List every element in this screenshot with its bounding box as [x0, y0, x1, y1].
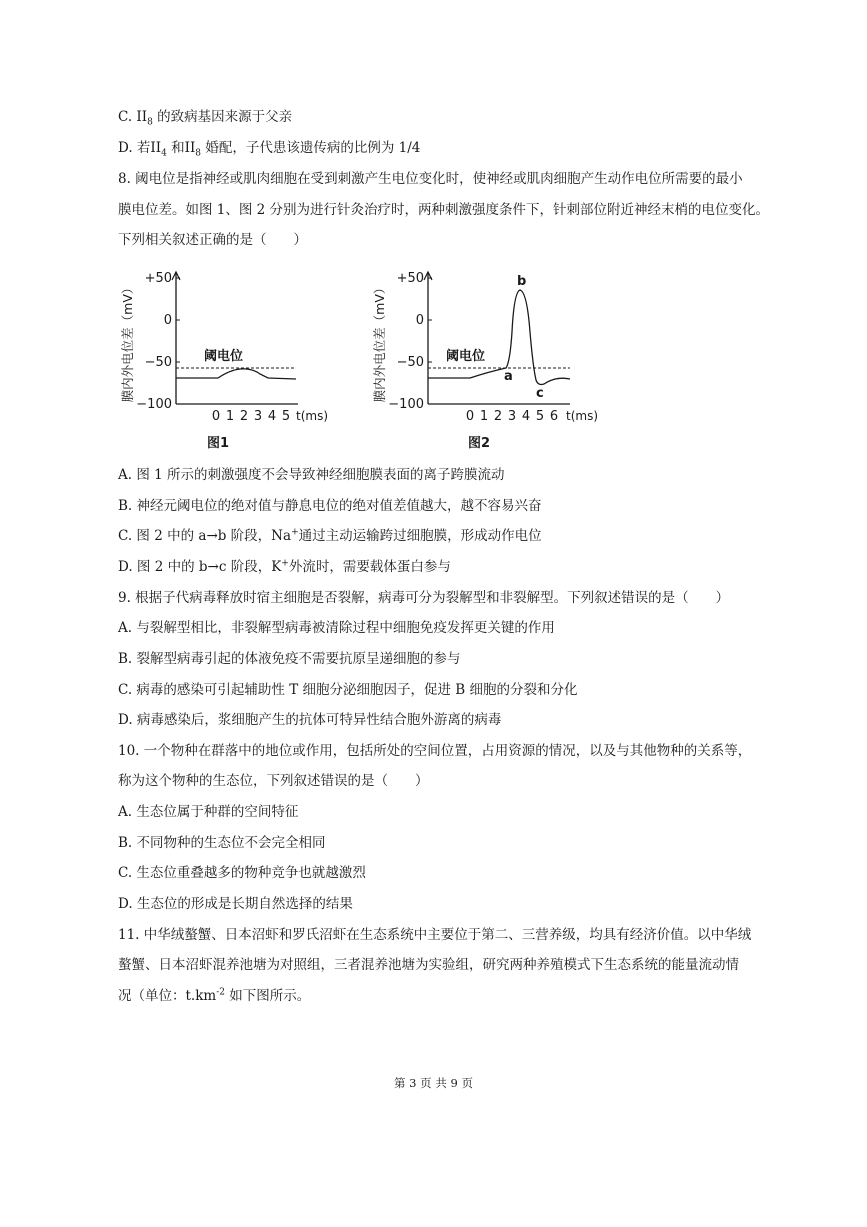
option-9c: C. 病毒的感染可引起辅助性 T 细胞分泌细胞因子，促进 B 细胞的分裂和分化 [118, 682, 578, 698]
question-8-line-1: 8. 阈电位是指神经或肌肉细胞在受到刺激产生电位变化时，使神经或肌肉细胞产生动作电位所需要的最小 [118, 171, 743, 187]
option-7d [118, 139, 420, 157]
figure-1 [118, 262, 348, 427]
figure-2-point-c: c [536, 386, 544, 401]
figure-1-curve [176, 369, 296, 379]
figure-2-caption: 图2 [468, 436, 491, 451]
subscript: 8 [195, 148, 202, 159]
superscript: -2 [216, 987, 225, 998]
figure-1-xtick-label: 0 [211, 409, 221, 424]
subscript: 8 [147, 117, 153, 128]
figure-2-threshold-label: 阈电位 [446, 349, 486, 364]
superscript: + [281, 558, 289, 569]
figure-2-ytick-label: 0 [415, 313, 424, 328]
figure-1-threshold-label: 阈电位 [204, 349, 244, 364]
figure-2-point-a: a [504, 369, 513, 384]
figure-2-xtick-label: 6 [549, 409, 559, 424]
page-footer: 第 3 页 共 9 页 [394, 1076, 473, 1090]
question-8-line-2: 膜电位差。如图 1、图 2 分别为进行针灸治疗时，两种刺激强度条件下，针刺部位附近神经末梢的电位变化。 [118, 202, 770, 218]
figure-2-ytick-label: −100 [388, 397, 424, 412]
option-text: 的致病基因来源于父亲 [152, 109, 293, 125]
figure-1-xunit: t(ms) [296, 409, 329, 423]
figure-1-chart [118, 262, 348, 427]
option-text: C. II [118, 109, 148, 125]
option-8c [118, 527, 542, 545]
question-10-line-2: 称为这个物种的生态位，下列叙述错误的是（ ） [118, 773, 429, 789]
question-8-line-3: 下列相关叙述正确的是（ ） [118, 232, 307, 248]
question-11-line-1: 11. 中华绒螯蟹、日本沼虾和罗氏沼虾在生态系统中主要位于第二、三营养级，均具有经济价值。以中华绒 [118, 927, 752, 943]
option-text: D. 图 2 中的 b→c 阶段，K [118, 559, 282, 575]
figure-2-curve [428, 290, 570, 385]
figure-2-chart [370, 262, 610, 427]
figure-2-xtick-label: 2 [493, 409, 503, 424]
option-text: D. 若II [118, 140, 162, 156]
figure-2-ytick-label: +50 [396, 271, 424, 286]
option-7c [118, 108, 292, 126]
subscript: 4 [161, 148, 167, 159]
figure-2-ytick-label: −50 [396, 355, 424, 370]
figure-2-xtick-label: 5 [535, 409, 545, 424]
figure-1-xtick-label: 4 [267, 409, 277, 424]
option-10a: A. 生态位属于种群的空间特征 [118, 804, 299, 820]
option-10b: B. 不同物种的生态位不会完全相同 [118, 835, 326, 851]
figure-2-ylabel: 膜内外电位差（mV） [372, 281, 387, 403]
figure-2 [370, 262, 610, 427]
option-text: 婚配，子代患该遗传病的比例为 1/4 [201, 140, 421, 156]
option-10d: D. 生态位的形成是长期自然选择的结果 [118, 896, 353, 912]
figure-2-xtick-label: 0 [465, 409, 475, 424]
question-text: 况（单位：t.km [118, 988, 217, 1004]
figure-1-ytick-label: −100 [136, 397, 172, 412]
question-9: 9. 根据子代病毒释放时宿主细胞是否裂解，病毒可分为裂解型和非裂解型。下列叙述错误的是（ ） [118, 590, 730, 606]
question-11-line-2: 螯蟹、日本沼虾混养池塘为对照组，三者混养池塘为实验组，研究两种养殖模式下生态系统的能量流动情 [118, 957, 739, 973]
question-10-line-1: 10. 一个物种在群落中的地位或作用，包括所处的空间位置，占用资源的情况，以及与其他物种的关系等， [118, 743, 752, 759]
figure-2-xtick-label: 1 [479, 409, 489, 424]
figure-2-xtick-label: 3 [507, 409, 517, 424]
figure-1-xtick-label: 1 [225, 409, 235, 424]
figure-1-ytick-label: −50 [144, 355, 172, 370]
question-11-line-3 [118, 987, 310, 1005]
figure-2-xtick-label: 4 [521, 409, 531, 424]
figure-2-point-b: b [517, 274, 527, 289]
option-9a: A. 与裂解型相比，非裂解型病毒被清除过程中细胞免疫发挥更关键的作用 [118, 620, 555, 636]
figure-1-caption: 图1 [207, 436, 230, 451]
figure-1-xtick-label: 3 [253, 409, 263, 424]
option-8d [118, 558, 451, 576]
option-9b: B. 裂解型病毒引起的体液免疫不需要抗原呈递细胞的参与 [118, 651, 461, 667]
option-text: 通过主动运输跨过细胞膜，形成动作电位 [298, 528, 542, 544]
option-text: 外流时，需要载体蛋白参与 [288, 559, 451, 575]
figure-1-xtick-label: 2 [239, 409, 249, 424]
figure-2-xunit: t(ms) [566, 409, 599, 423]
option-8b: B. 神经元阈电位的绝对值与静息电位的绝对值差值越大，越不容易兴奋 [118, 498, 542, 514]
option-text: 和II [166, 140, 196, 156]
question-text: 如下图所示。 [224, 988, 311, 1004]
figure-1-ytick-label: +50 [144, 271, 172, 286]
figure-1-ylabel: 膜内外电位差（mV） [120, 281, 135, 403]
option-10c: C. 生态位重叠越多的物种竞争也就越激烈 [118, 865, 366, 881]
option-text: C. 图 2 中的 a→b 阶段，Na [118, 528, 292, 544]
figure-1-ytick-label: 0 [163, 313, 172, 328]
superscript: + [291, 527, 299, 538]
figure-1-xtick-label: 5 [281, 409, 291, 424]
option-9d: D. 病毒感染后，浆细胞产生的抗体可特异性结合胞外游离的病毒 [118, 712, 502, 728]
option-8a: A. 图 1 所示的刺激强度不会导致神经细胞膜表面的离子跨膜流动 [118, 467, 505, 483]
